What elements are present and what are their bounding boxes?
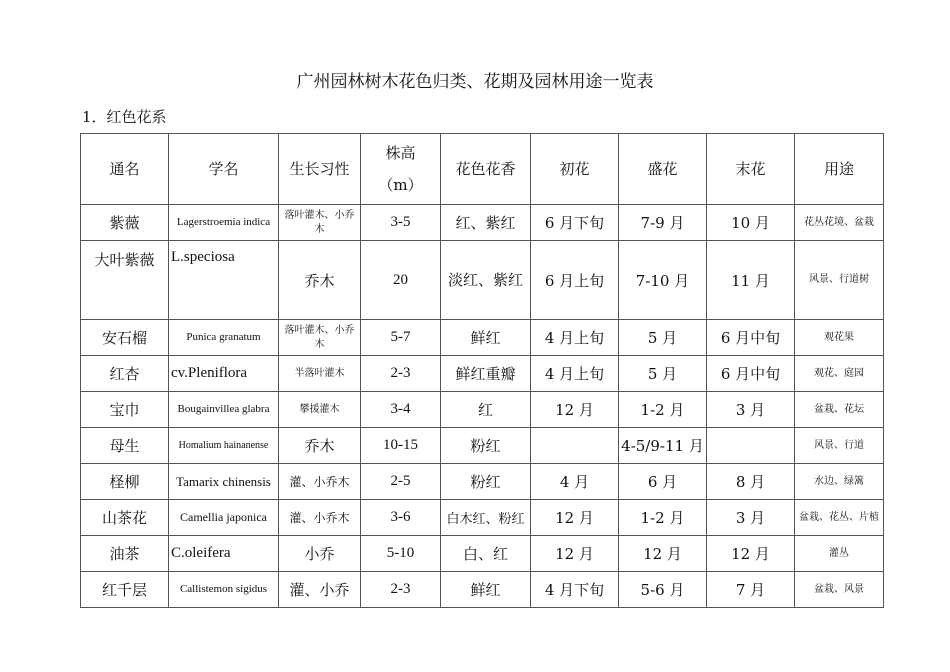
cell-height: 3-6 <box>361 500 441 536</box>
cell-scientific-name: Lagerstroemia indica <box>169 205 279 241</box>
header-growth-habit: 生长习性 <box>279 134 361 205</box>
cell-common-name: 山茶花 <box>81 500 169 536</box>
cell-height: 10-15 <box>361 428 441 464</box>
cell-late-bloom: 11 月 <box>707 241 795 320</box>
cell-late-bloom: 10 月 <box>707 205 795 241</box>
document-title: 广州园林树木花色归类、花期及园林用途一览表 <box>296 72 654 92</box>
cell-peak-bloom: 5 月 <box>619 320 707 356</box>
header-plant-height <box>361 134 441 205</box>
header-scientific-name: 学名 <box>169 134 279 205</box>
cell-scientific-name: L.speciosa <box>169 241 279 320</box>
cell-peak-bloom: 5-6 月 <box>619 572 707 608</box>
table-row <box>81 241 884 320</box>
cell-common-name: 母生 <box>81 428 169 464</box>
cell-growth-habit: 乔木 <box>279 241 361 320</box>
cell-height: 5-10 <box>361 536 441 572</box>
cell-usage: 盆栽、花坛 <box>795 392 884 428</box>
header-flower-color: 花色花香 <box>441 134 531 205</box>
cell-peak-bloom: 4-5/9-11 月 <box>619 428 707 464</box>
table-header-row <box>81 134 884 205</box>
cell-peak-bloom: 6 月 <box>619 464 707 500</box>
table-row <box>81 464 884 500</box>
cell-height: 2-5 <box>361 464 441 500</box>
header-late-bloom: 末花 <box>707 134 795 205</box>
cell-flower-color: 淡红、紫红 <box>441 241 531 320</box>
cell-growth-habit: 半落叶灌木 <box>279 356 361 392</box>
table-row <box>81 392 884 428</box>
cell-scientific-name: C.oleifera <box>169 536 279 572</box>
cell-height: 5-7 <box>361 320 441 356</box>
cell-early-bloom: 12 月 <box>531 392 619 428</box>
cell-peak-bloom: 1-2 月 <box>619 392 707 428</box>
cell-early-bloom: 4 月上旬 <box>531 356 619 392</box>
cell-growth-habit: 灌、小乔木 <box>279 464 361 500</box>
cell-height: 2-3 <box>361 356 441 392</box>
cell-common-name: 大叶紫薇 <box>81 241 169 320</box>
cell-late-bloom: 7 月 <box>707 572 795 608</box>
cell-usage: 观花、庭园 <box>795 356 884 392</box>
cell-scientific-name: Bougainvillea glabra <box>169 392 279 428</box>
cell-height: 2-3 <box>361 572 441 608</box>
section-heading: 1．红色花系 <box>82 108 167 126</box>
cell-common-name: 柽柳 <box>81 464 169 500</box>
cell-growth-habit: 乔木 <box>279 428 361 464</box>
cell-flower-color: 白木红、粉红 <box>441 500 531 536</box>
cell-usage: 水边、绿篱 <box>795 464 884 500</box>
cell-flower-color: 粉红 <box>441 464 531 500</box>
table-row <box>81 356 884 392</box>
cell-height: 3-5 <box>361 205 441 241</box>
cell-height: 20 <box>361 241 441 320</box>
cell-common-name: 油茶 <box>81 536 169 572</box>
cell-flower-color: 鲜红 <box>441 572 531 608</box>
cell-growth-habit: 灌、小乔木 <box>279 500 361 536</box>
cell-flower-color: 鲜红 <box>441 320 531 356</box>
cell-common-name: 红杏 <box>81 356 169 392</box>
cell-late-bloom: 6 月中旬 <box>707 320 795 356</box>
header-early-bloom: 初花 <box>531 134 619 205</box>
cell-flower-color: 红 <box>441 392 531 428</box>
cell-flower-color: 粉红 <box>441 428 531 464</box>
header-common-name: 通名 <box>81 134 169 205</box>
cell-growth-habit: 落叶灌木、小乔木 <box>279 320 361 356</box>
cell-growth-habit: 落叶灌木、小乔木 <box>279 205 361 241</box>
cell-late-bloom: 12 月 <box>707 536 795 572</box>
cell-early-bloom: 4 月 <box>531 464 619 500</box>
cell-early-bloom <box>531 428 619 464</box>
header-plant-height-unit: （m） <box>378 176 423 194</box>
cell-late-bloom: 3 月 <box>707 392 795 428</box>
cell-late-bloom: 6 月中旬 <box>707 356 795 392</box>
plant-table <box>80 133 884 608</box>
cell-flower-color: 白、红 <box>441 536 531 572</box>
cell-peak-bloom: 5 月 <box>619 356 707 392</box>
cell-peak-bloom: 7-10 月 <box>619 241 707 320</box>
cell-common-name: 安石榴 <box>81 320 169 356</box>
header-peak-bloom: 盛花 <box>619 134 707 205</box>
cell-flower-color: 红、紫红 <box>441 205 531 241</box>
cell-early-bloom: 6 月下旬 <box>531 205 619 241</box>
header-plant-height-label: 株高 <box>385 144 416 162</box>
cell-common-name: 紫薇 <box>81 205 169 241</box>
table-row <box>81 572 884 608</box>
cell-scientific-name: Homalium hainanense <box>169 428 279 464</box>
table-row <box>81 428 884 464</box>
cell-usage: 风景、行道 <box>795 428 884 464</box>
cell-usage: 风景、行道树 <box>795 241 884 320</box>
cell-scientific-name: Callistemon sigidus <box>169 572 279 608</box>
cell-early-bloom: 4 月上旬 <box>531 320 619 356</box>
table-row <box>81 536 884 572</box>
cell-growth-habit: 灌、小乔 <box>279 572 361 608</box>
cell-scientific-name: Tamarix chinensis <box>169 464 279 500</box>
cell-early-bloom: 6 月上旬 <box>531 241 619 320</box>
cell-scientific-name: cv.Pleniflora <box>169 356 279 392</box>
cell-peak-bloom: 7-9 月 <box>619 205 707 241</box>
cell-scientific-name: Camellia japonica <box>169 500 279 536</box>
cell-early-bloom: 12 月 <box>531 500 619 536</box>
cell-peak-bloom: 12 月 <box>619 536 707 572</box>
cell-usage: 观花果 <box>795 320 884 356</box>
cell-common-name: 宝巾 <box>81 392 169 428</box>
cell-growth-habit: 攀援灌木 <box>279 392 361 428</box>
table-row <box>81 500 884 536</box>
cell-usage: 灌丛 <box>795 536 884 572</box>
cell-usage: 盆栽、花丛、片植 <box>795 500 884 536</box>
cell-usage: 盆栽、风景 <box>795 572 884 608</box>
cell-early-bloom: 4 月下旬 <box>531 572 619 608</box>
cell-late-bloom: 3 月 <box>707 500 795 536</box>
cell-height: 3-4 <box>361 392 441 428</box>
cell-late-bloom: 8 月 <box>707 464 795 500</box>
table-row <box>81 320 884 356</box>
cell-peak-bloom: 1-2 月 <box>619 500 707 536</box>
cell-scientific-name: Punica granatum <box>169 320 279 356</box>
cell-growth-habit: 小乔 <box>279 536 361 572</box>
header-usage: 用途 <box>795 134 884 205</box>
table-row <box>81 205 884 241</box>
cell-flower-color: 鲜红重瓣 <box>441 356 531 392</box>
cell-common-name: 红千层 <box>81 572 169 608</box>
cell-late-bloom <box>707 428 795 464</box>
cell-usage: 花丛花境、盆栽 <box>795 205 884 241</box>
cell-early-bloom: 12 月 <box>531 536 619 572</box>
